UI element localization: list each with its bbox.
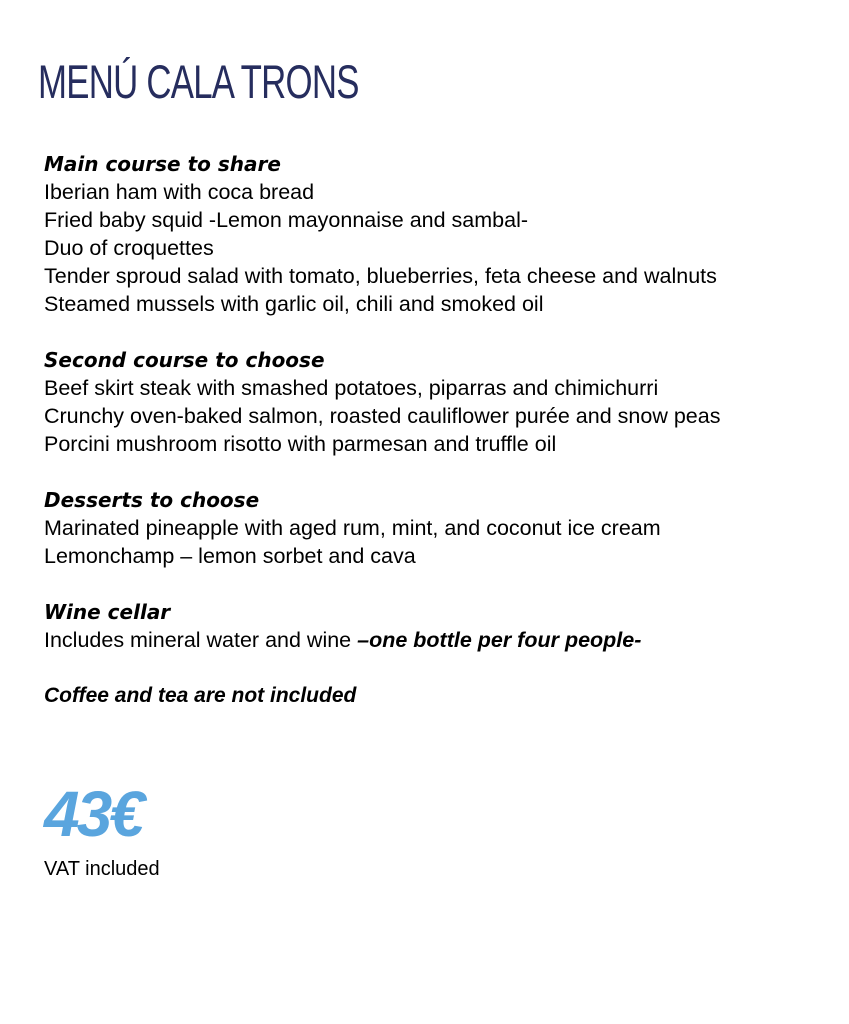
wine-item-emphasis: –one bottle per four people-	[357, 628, 642, 652]
section-main-course	[44, 150, 844, 318]
section-heading: Desserts to choose	[44, 488, 260, 512]
section-heading: Second course to choose	[44, 348, 325, 372]
vat-note: VAT included	[44, 858, 160, 880]
wine-item-text: Includes mineral water and wine	[44, 628, 358, 652]
menu-item: Steamed mussels with garlic oil, chili and smoked oil	[44, 292, 544, 316]
menu-item: Iberian ham with coca bread	[44, 180, 315, 204]
price: 43€	[44, 778, 142, 850]
section-heading: Wine cellar	[44, 600, 171, 624]
coffee-tea-note: Coffee and tea are not included	[44, 684, 357, 707]
menu-item: Duo of croquettes	[44, 236, 214, 260]
section-heading: Main course to share	[44, 152, 281, 176]
section-desserts	[44, 486, 844, 570]
section-wine-cellar	[44, 598, 844, 654]
menu-body	[44, 150, 844, 710]
menu-item: Tender sproud salad with tomato, blueberries, feta cheese and walnuts	[44, 264, 717, 288]
menu-item: Fried baby squid -Lemon mayonnaise and sambal-	[44, 208, 529, 232]
menu-item: Beef skirt steak with smashed potatoes, piparras and chimichurri	[44, 376, 659, 400]
menu-item: Lemonchamp – lemon sorbet and cava	[44, 544, 416, 568]
wine-item	[44, 626, 844, 654]
section-second-course	[44, 346, 844, 458]
menu-title: MENÚ CALA TRONS	[38, 55, 359, 108]
menu-item: Porcini mushroom risotto with parmesan and truffle oil	[44, 432, 557, 456]
menu-item: Marinated pineapple with aged rum, mint, and coconut ice cream	[44, 516, 661, 540]
menu-item: Crunchy oven-baked salmon, roasted cauliflower purée and snow peas	[44, 404, 721, 428]
